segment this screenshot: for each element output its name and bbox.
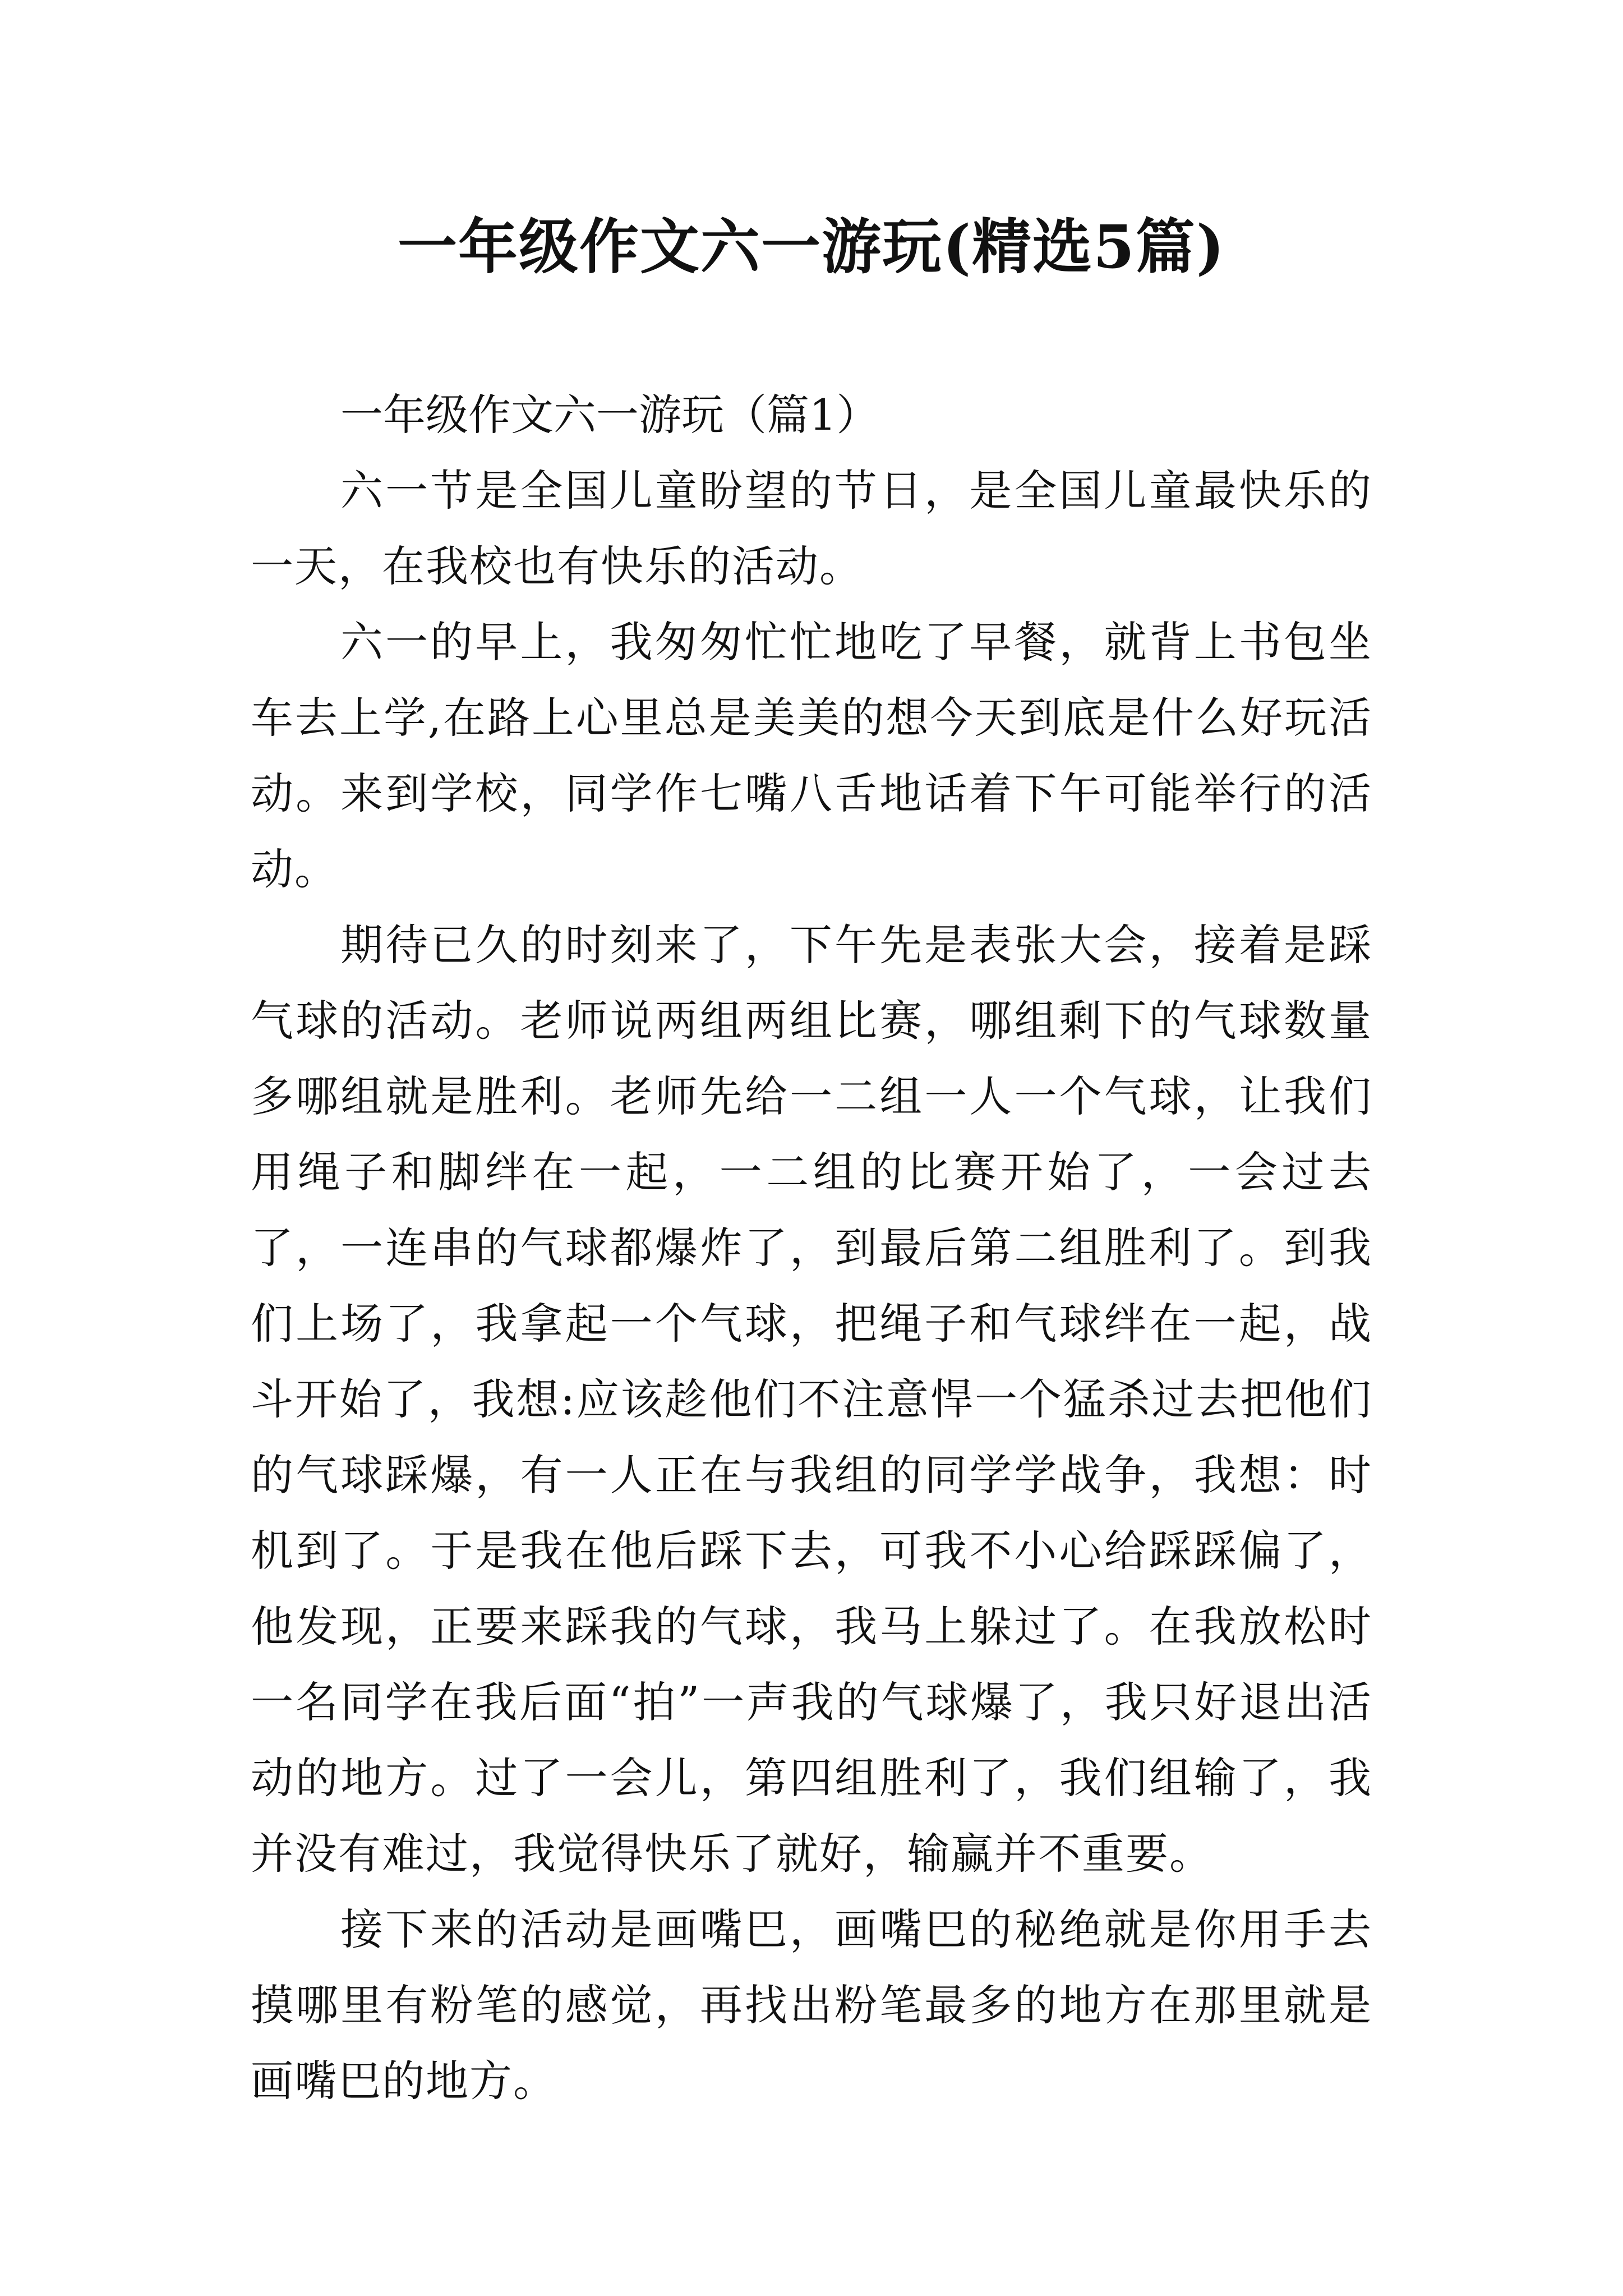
paragraph-2: 六一的早上，我匆匆忙忙地吃了早餐，就背上书包坐车去上学,在路上心里总是美美的想今天到底是什么好玩活动。来到学校，同学作七嘴八舌地话着下午可能举行的活动。 <box>251 617 1372 894</box>
paragraph-4: 接下来的活动是画嘴巴，画嘴巴的秘绝就是你用手去摸哪里有粉笔的感觉，再找出粉笔最多的地方在那里就是画嘴巴的地方。 <box>251 1904 1372 2106</box>
document-body <box>251 377 1372 2119</box>
paragraph-3: 期待已久的时刻来了，下午先是表张大会，接着是踩气球的活动。老师说两组两组比赛，哪组剩下的气球数量多哪组就是胜利。老师先给一二组一人一个气球，让我们用绳子和脚绊在一起，一二组的比赛开始了，一会过去了，一连串的气球都爆炸了，到最后第二组胜利了。到我们上场了，我拿起一个气球，把绳子和气球绊在一起，战斗开始了，我想:应该趁他们不注意悍一个猛杀过去把他们的气球踩爆，有一人正在与我组的同学学战争，我想：时机到了。于是我在他后踩下去，可我不小心给踩踩偏了，他发现，正要来踩我的气球，我马上躲过了。在我放松时一名同学在我后面“拍”一声我的气球爆了，我只好退出活动的地方。过了一会儿，第四组胜利了，我们组输了，我并没有难过，我觉得快乐了就好，输赢并不重要。 <box>251 920 1372 1879</box>
section-heading: 一年级作文六一游玩（篇1） <box>340 390 879 440</box>
paragraph-1: 六一节是全国儿童盼望的节日，是全国儿童最快乐的一天，在我校也有快乐的活动。 <box>251 466 1372 591</box>
document-title: 一年级作文六一游玩(精选5篇) <box>397 211 1226 282</box>
